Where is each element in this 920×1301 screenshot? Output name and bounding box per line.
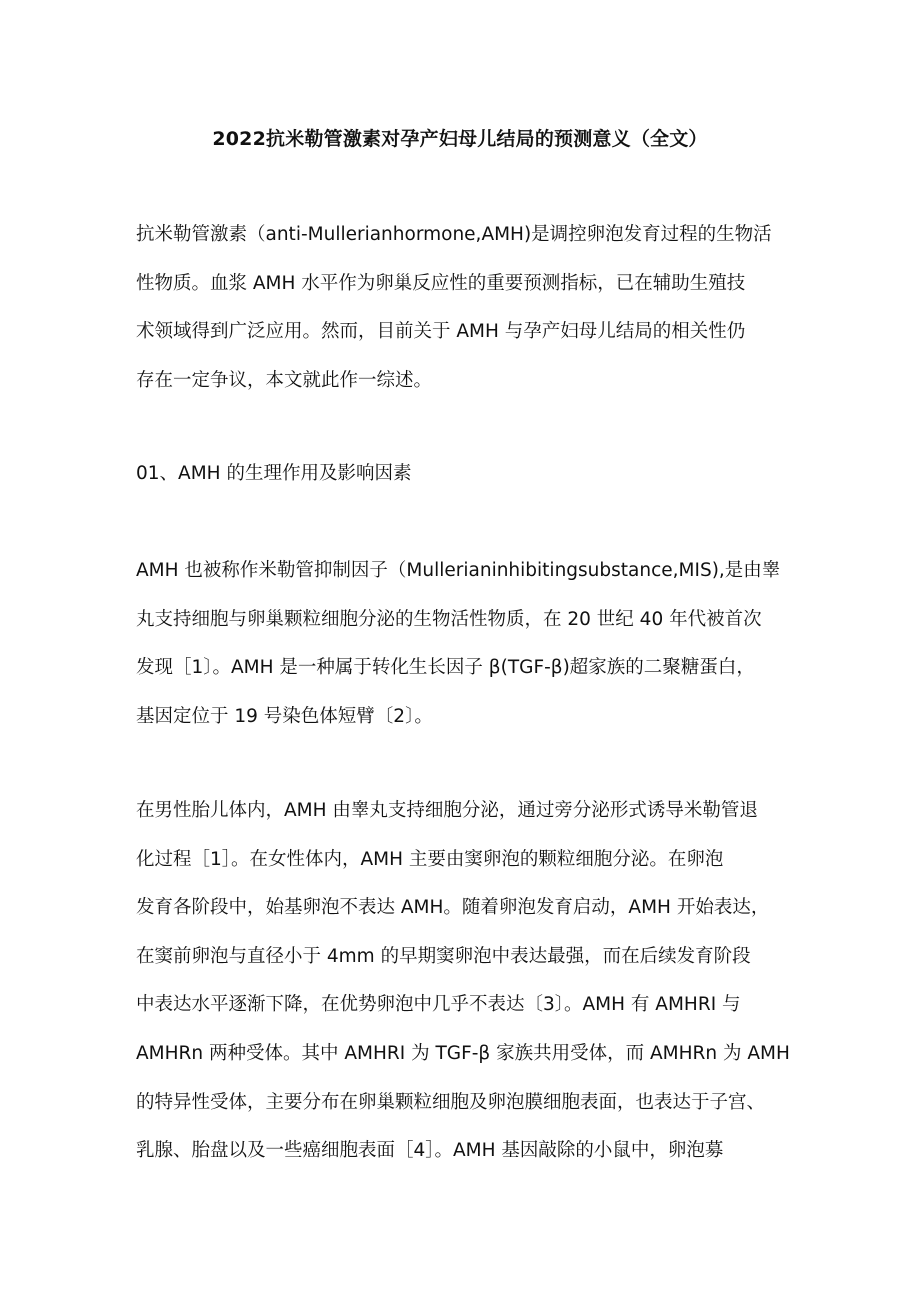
paragraph-1-line: 丸支持细胞与卵巢颗粒细胞分泌的生物活性物质，在 20 世纪 40 年代被首次	[136, 608, 762, 630]
paragraph-2	[136, 787, 790, 1176]
paragraph-2-line: 在窦前卵泡与直径小于 4mm 的早期窦卵泡中表达最强，而在后续发育阶段	[136, 945, 751, 967]
section-heading: 01、AMH 的生理作用及影响因素	[136, 463, 412, 484]
paragraph-1-line: 基因定位于 19 号染色体短臂〔2〕。	[136, 705, 433, 727]
paragraph-1	[136, 547, 790, 741]
intro-line: 抗米勒管激素（anti-Mullerianhormone,AMH)是调控卵泡发育过程的生物活	[136, 224, 772, 245]
paragraph-2-line: 在男性胎儿体内，AMH 由睾丸支持细胞分泌，通过旁分泌形式诱导米勒管退	[136, 800, 758, 821]
paragraph-2-line: 的特异性受体，主要分布在卵巢颗粒细胞及卵泡膜细胞表面，也表达于子宫、	[136, 1091, 766, 1113]
document-title: 2022抗米勒管激素对孕产妇母儿结局的预测意义（全文）	[212, 128, 708, 150]
paragraph-2-line: 化过程［1］。在女性体内，AMH 主要由窦卵泡的颗粒细胞分泌。在卵泡	[136, 848, 724, 870]
paragraph-1-line: AMH 也被称作米勒管抑制因子（Mullerianinhibitingsubstance,MIS),是由睾	[136, 560, 781, 581]
intro-line: 性物质。血浆 AMH 水平作为卵巢反应性的重要预测指标，已在辅助生殖技	[136, 272, 746, 294]
paragraph-1-line: 发现［1〕。AMH 是一种属于转化生长因子 β(TGF-β)超家族的二聚糖蛋白，	[136, 657, 755, 679]
intro-line: 存在一定争议，本文就此作一综述。	[136, 369, 433, 391]
intro-line: 术领域得到广泛应用。然而，目前关于 AMH 与孕产妇母儿结局的相关性仍	[136, 321, 746, 343]
paragraph-2-line: AMHRn 两种受体。其中 AMHRI 为 TGF-β 家族共用受体，而 AMHRn 为 AMH	[136, 1042, 790, 1064]
paragraph-2-line: 中表达水平逐渐下降，在优势卵泡中几乎不表达〔3〕。AMH 有 AMHRI 与	[136, 994, 741, 1016]
intro-paragraph	[136, 211, 790, 405]
paragraph-2-line: 乳腺、胎盘以及一些癌细胞表面［4］。AMH 基因敲除的小鼠中，卵泡募	[136, 1140, 724, 1162]
paragraph-2-line: 发育各阶段中，始基卵泡不表达 AMH。随着卵泡发育启动，AMH 开始表达，	[136, 897, 770, 919]
